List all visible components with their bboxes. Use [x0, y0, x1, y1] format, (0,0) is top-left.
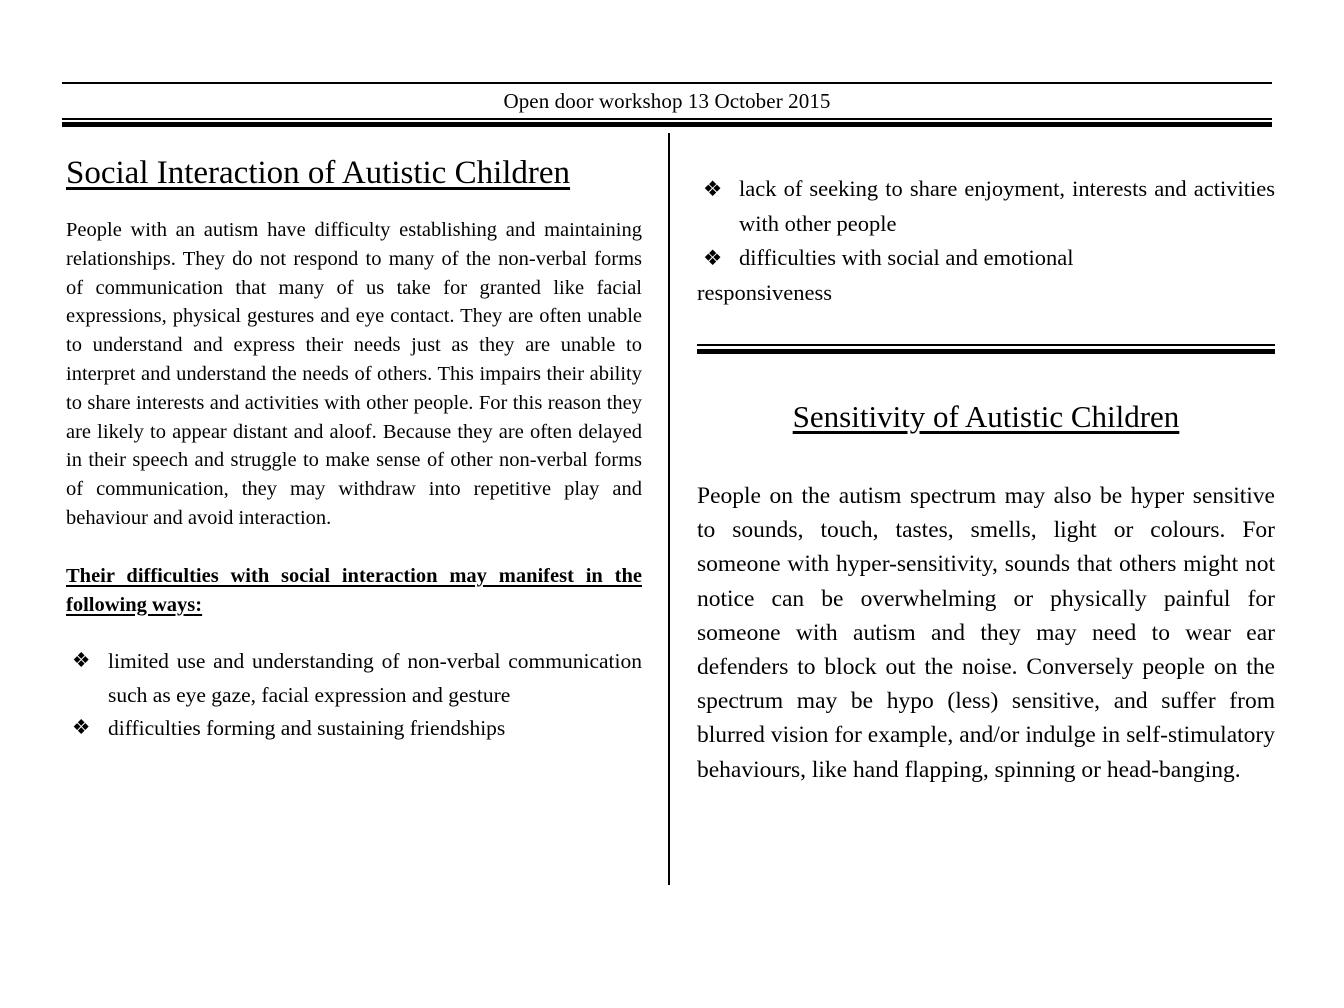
section-divider — [697, 344, 1275, 354]
list-item-text: difficulties forming and sustaining friendships — [108, 716, 506, 741]
list-item — [66, 645, 642, 712]
list-item — [66, 712, 642, 746]
left-column-subheading: Their difficulties with social interaction may manifest in the following ways: — [66, 564, 642, 616]
right-column-heading — [697, 397, 1275, 437]
diamond-bullet-icon: ❖ — [703, 177, 723, 201]
column-divider — [668, 133, 670, 885]
left-column — [66, 152, 642, 746]
right-column-paragraph-wrap — [697, 479, 1275, 787]
list-item-text-overflow: responsiveness — [697, 279, 832, 305]
left-column-bullet-list — [66, 645, 642, 746]
left-column-heading: Social Interaction of Autistic Children — [66, 155, 571, 191]
page-header — [62, 82, 1272, 127]
diamond-bullet-icon: ❖ — [72, 650, 91, 673]
header-title: Open door workshop 13 October 2015 — [503, 89, 831, 113]
list-item — [697, 172, 1275, 241]
header-bottom-rule-thick — [62, 122, 1272, 127]
diamond-bullet-icon: ❖ — [72, 717, 91, 740]
right-column — [697, 172, 1275, 787]
section-divider-thick — [697, 349, 1275, 354]
diamond-bullet-icon: ❖ — [703, 246, 723, 270]
list-item-text: lack of seeking to share enjoyment, interests and activities with other people — [739, 176, 1275, 236]
right-column-heading-text: Sensitivity of Autistic Children — [792, 399, 1180, 434]
list-item-text: limited use and understanding of non-verbal communication such as eye gaze, facial expression and gesture — [108, 649, 642, 707]
list-item-text: difficulties with social and emotional — [739, 245, 1074, 270]
right-column-heading-wrap — [697, 397, 1275, 437]
right-column-paragraph: People on the autism spectrum may also be hyper sensitive to sounds, touch, tastes, smells, light or colours. For someone with hyper-sensitivity, sounds that others might not notice can be overwhelming or physically painful for someone with autism and they may need to wear ear defenders to block out the noise. Conversely people on the spectrum may be hypo (less) sensitive, and suffer from blurred vision for example, and/or indulge in self-stimulatory behaviours, like hand flapping, spinning or head-banging. — [697, 483, 1275, 783]
right-column-bullet-list — [697, 172, 1275, 310]
left-column-paragraph: People with an autism have difficulty establishing and maintaining relationships. They do not respond to many of the non-verbal forms of communication that many of us take for granted like facial expressions, physical gestures and eye contact. They are often unable to understand and express their needs just as they are unable to interpret and understand the needs of others. This impairs their ability to share interests and activities with other people. For this reason they are likely to appear distant and aloof. Because they are often delayed in their speech and struggle to make sense of other non-verbal forms of communication, they may withdraw into repetitive play and behaviour and avoid interaction. — [66, 219, 642, 529]
list-item — [697, 241, 1275, 310]
